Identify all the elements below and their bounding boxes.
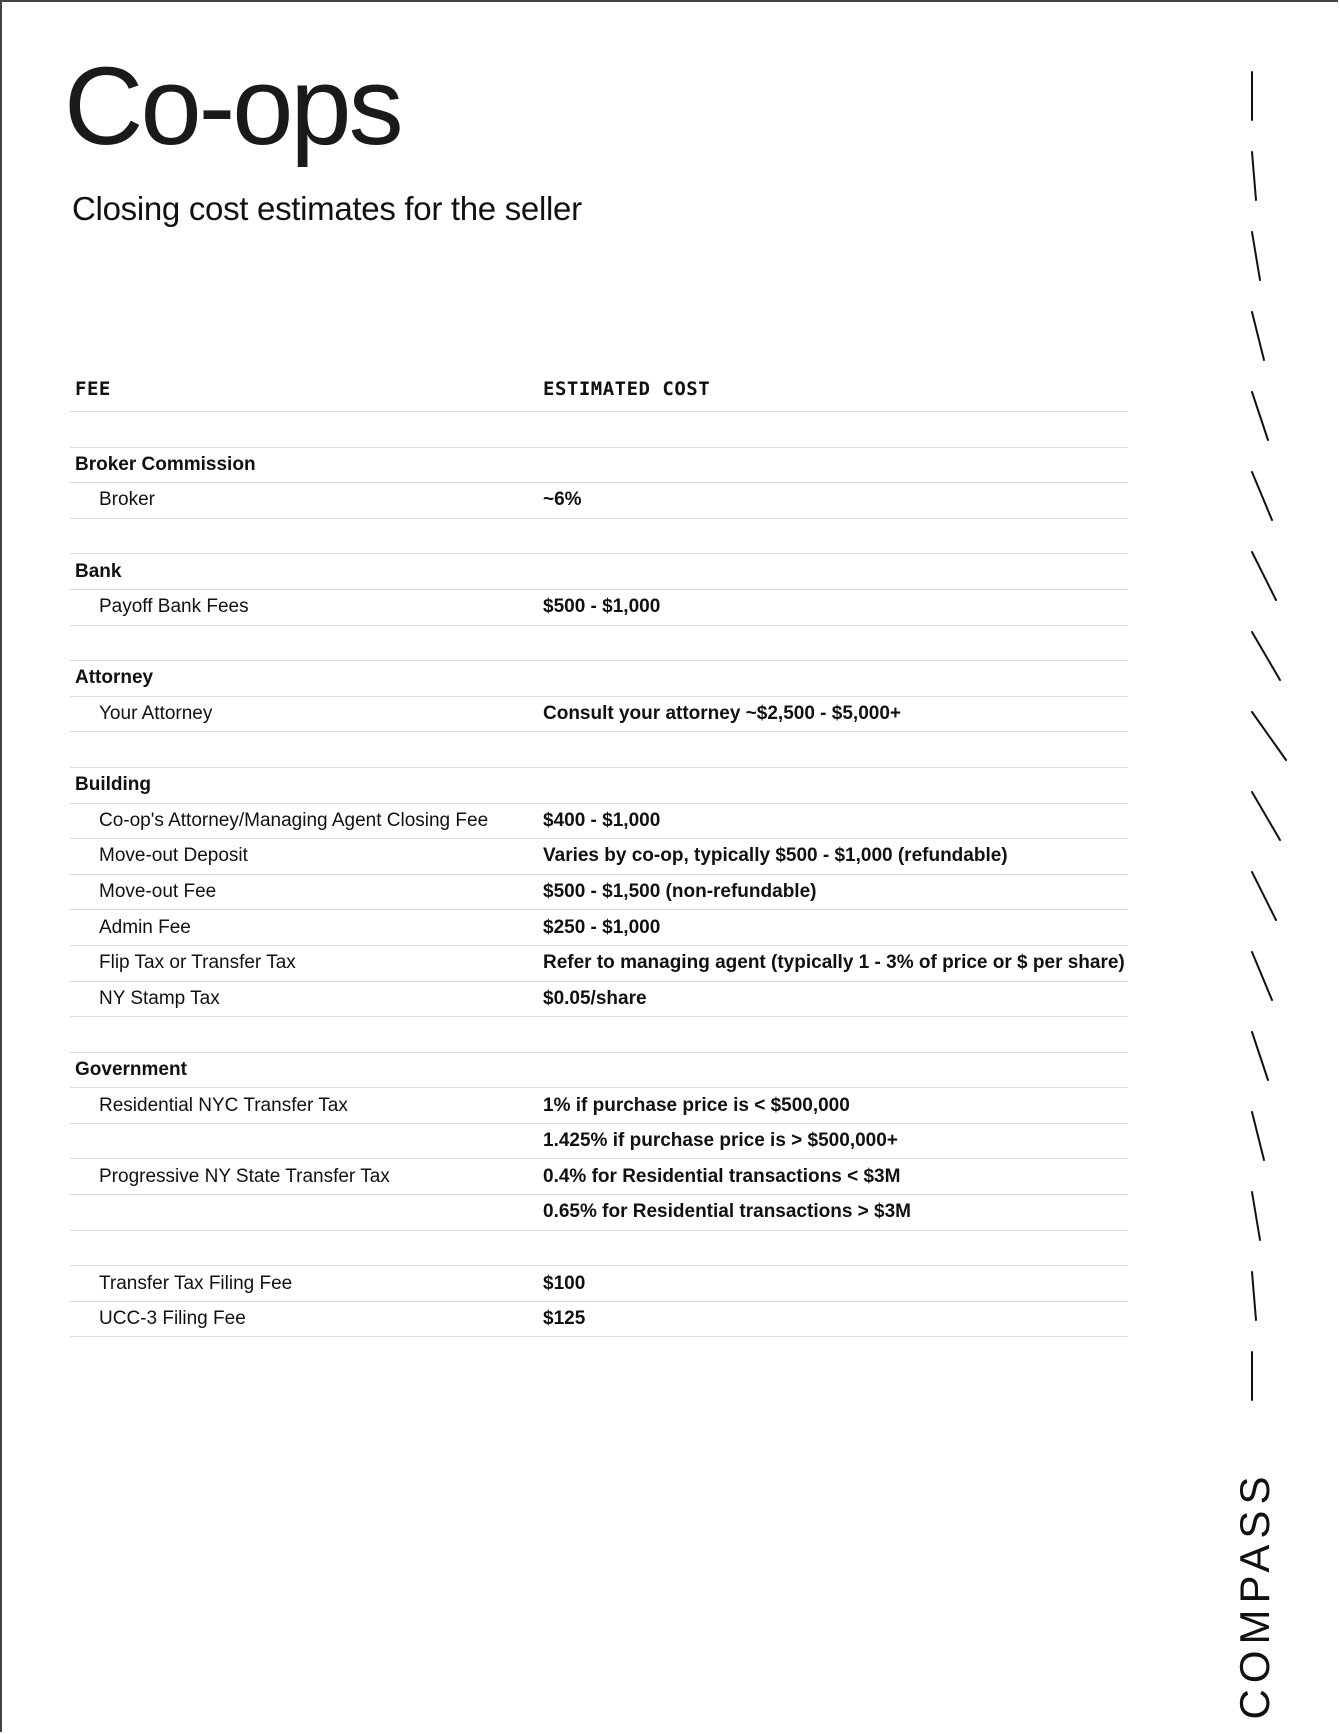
section-label: Bank	[75, 560, 122, 582]
fee-label: Payoff Bank Fees	[99, 596, 249, 618]
table-body	[70, 412, 1128, 1337]
table-row	[70, 1159, 1128, 1195]
section-label: Government	[75, 1058, 187, 1080]
spacer-row	[70, 412, 1128, 448]
fee-label: Co-op's Attorney/Managing Agent Closing Fee	[99, 809, 489, 831]
cost-value: 1% if purchase price is < $500,000	[543, 1094, 850, 1116]
needle-tick	[1252, 392, 1268, 440]
needle-tick	[1252, 792, 1280, 840]
table-row	[70, 839, 1128, 875]
cost-value: $500 - $1,500 (non-refundable)	[543, 881, 817, 903]
needle-tick	[1252, 552, 1276, 600]
needle-tick	[1252, 312, 1264, 360]
cost-value: $0.05/share	[543, 987, 647, 1009]
cost-value: Refer to managing agent (typically 1 - 3% of price or $ per share)	[543, 952, 1125, 974]
page-subtitle: Closing cost estimates for the seller	[72, 190, 582, 227]
table-row	[70, 1088, 1128, 1124]
table-row	[70, 875, 1128, 911]
fee-label: Progressive NY State Transfer Tax	[99, 1165, 390, 1187]
spacer-row	[70, 1017, 1128, 1053]
needle-tick	[1252, 1032, 1268, 1080]
cost-value: 0.65% for Residential transactions > $3M	[543, 1201, 911, 1223]
spacer-row	[70, 732, 1128, 768]
section-label: Building	[75, 774, 151, 796]
section-row	[70, 661, 1128, 697]
needle-tick	[1252, 152, 1256, 200]
spacer-row	[70, 626, 1128, 662]
fee-label: Broker	[99, 489, 155, 511]
fee-label: NY Stamp Tax	[99, 987, 220, 1009]
table-row	[70, 697, 1128, 733]
compass-logo: COMPASS	[1231, 1470, 1278, 1720]
cost-value: $500 - $1,000	[543, 596, 661, 618]
cost-value: $400 - $1,000	[543, 809, 661, 831]
spacer-row	[70, 1231, 1128, 1267]
needle-tick	[1252, 712, 1286, 760]
table-row	[70, 1124, 1128, 1160]
page-title: Co-ops	[64, 45, 401, 168]
table-row	[70, 804, 1128, 840]
needle-tick	[1252, 1112, 1264, 1160]
needle-tick	[1252, 632, 1280, 680]
section-label: Broker Commission	[75, 453, 256, 475]
table-header	[70, 366, 1128, 412]
table-row	[70, 982, 1128, 1018]
section-row	[70, 768, 1128, 804]
needle-tick	[1252, 472, 1272, 520]
table-row	[70, 483, 1128, 519]
fee-label: Flip Tax or Transfer Tax	[99, 952, 296, 974]
cost-value: Varies by co-op, typically $500 - $1,000 (refundable)	[543, 845, 1008, 867]
cost-value: $250 - $1,000	[543, 916, 661, 938]
needle-tick	[1252, 872, 1276, 920]
cost-value: ~6%	[543, 489, 582, 511]
cost-value: $125	[543, 1308, 586, 1330]
fee-table	[70, 366, 1128, 1337]
needle-tick	[1252, 1192, 1260, 1240]
needle-tick	[1252, 232, 1260, 280]
fee-column-header: FEE	[75, 377, 111, 400]
table-row	[70, 1302, 1128, 1338]
fee-label: Move-out Fee	[99, 881, 217, 903]
cost-value: $100	[543, 1272, 586, 1294]
fee-label: Your Attorney	[99, 703, 213, 725]
table-row	[70, 910, 1128, 946]
table-row	[70, 946, 1128, 982]
section-row	[70, 448, 1128, 484]
spacer-row	[70, 519, 1128, 555]
fee-label: UCC-3 Filing Fee	[99, 1308, 246, 1330]
fee-label: Move-out Deposit	[99, 845, 248, 867]
fee-label: Residential NYC Transfer Tax	[99, 1094, 348, 1116]
cost-value: 1.425% if purchase price is > $500,000+	[543, 1130, 898, 1152]
needle-tick	[1252, 952, 1272, 1000]
table-row	[70, 590, 1128, 626]
table-row	[70, 1195, 1128, 1231]
cost-value: 0.4% for Residential transactions < $3M	[543, 1165, 901, 1187]
section-label: Attorney	[75, 667, 154, 689]
fee-label: Admin Fee	[99, 916, 191, 938]
section-row	[70, 1053, 1128, 1089]
section-row	[70, 554, 1128, 590]
fee-label: Transfer Tax Filing Fee	[99, 1272, 293, 1294]
cost-value: Consult your attorney ~$2,500 - $5,000+	[543, 703, 901, 725]
table-row	[70, 1266, 1128, 1302]
compass-needle-decoration	[1222, 60, 1302, 1410]
cost-column-header: ESTIMATED COST	[543, 377, 711, 400]
needle-tick	[1252, 1272, 1256, 1320]
